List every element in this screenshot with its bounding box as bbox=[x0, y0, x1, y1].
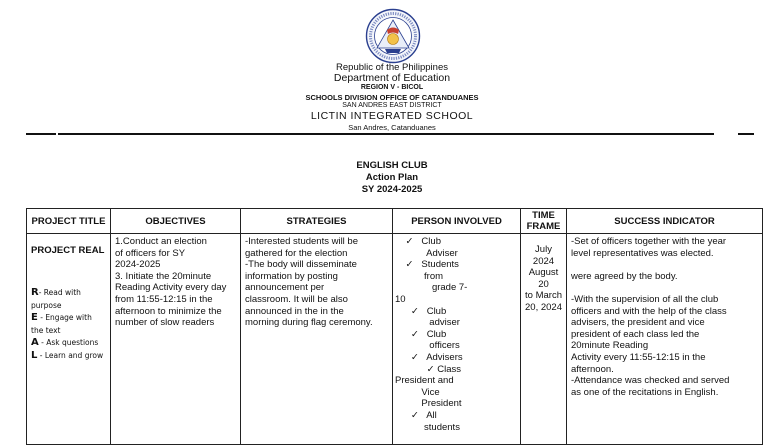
school-year: SY 2024-2025 bbox=[361, 184, 423, 195]
acronym-list bbox=[31, 287, 106, 363]
plan-title: Action Plan bbox=[365, 172, 419, 183]
header-strategies: STRATEGIES bbox=[241, 209, 393, 234]
school-name: LICTIN INTEGRATED SCHOOL bbox=[310, 110, 474, 122]
success-cell: -Set of officers together with the year level representatives was elected. were agreed by the body. -With the supervision of all the club officers and with the help of the class advisers, the president and vice president of each class led the 20minute Reading Activity every 11:55-12:15 in the afternoon. -Attendance was checked and served as one of the recitations in English. bbox=[567, 234, 763, 445]
header-rule-right bbox=[738, 133, 754, 135]
acronym-item: L - Learn and grow bbox=[31, 349, 104, 361]
header-success: SUCCESS INDICATOR bbox=[567, 209, 763, 234]
strategies-cell: -Interested students will be gathered for the election -The body will disseminate information by posting announcement per classroom. It will be also announced in the in the morning during flag ceremony. bbox=[241, 234, 393, 445]
header-rule-left bbox=[26, 133, 56, 135]
district-text: SAN ANDRES EAST DISTRICT bbox=[342, 102, 442, 109]
project-name: PROJECT REAL bbox=[31, 245, 105, 256]
header-persons: PERSON INVOLVED bbox=[393, 209, 521, 234]
header-project-title: PROJECT TITLE bbox=[27, 209, 111, 234]
header-time-frame: TIME FRAME bbox=[521, 209, 567, 234]
table-header-row bbox=[27, 209, 763, 234]
acronym-item: R- Read with purpose bbox=[31, 287, 81, 310]
division-text: SCHOOLS DIVISION OFFICE OF CATANDUANES bbox=[305, 93, 479, 102]
republic-text: Republic of the Philippines bbox=[336, 62, 448, 73]
acronym-item: E - Engage with the text bbox=[31, 312, 92, 335]
acronym-item: A - Ask questions bbox=[31, 337, 99, 349]
table-row bbox=[27, 234, 763, 445]
department-text: Department of Education bbox=[333, 72, 451, 84]
deped-seal-icon bbox=[365, 8, 421, 64]
region-text: REGION V - BICOL bbox=[360, 84, 424, 91]
persons-list: ✓ Club Adviser ✓ Students from grade 7- 10 ✓ Club adviser ✓ Club officers ✓ Advisers ✓ Class President and Vice President ✓ All students bbox=[395, 236, 468, 433]
persons-cell bbox=[393, 234, 521, 445]
header-rule bbox=[58, 133, 714, 135]
school-address: San Andres, Catanduanes bbox=[348, 123, 436, 132]
time-frame-cell: July 2024 August 20 to March 20, 2024 bbox=[521, 234, 567, 445]
project-cell bbox=[27, 234, 111, 445]
club-title: ENGLISH CLUB bbox=[356, 160, 428, 171]
objectives-cell: 1.Conduct an election of officers for SY 2024-2025 3. Initiate the 20minute Reading Activity every day from 11:55-12:15 in the afternoon to minimize the number of slow readers bbox=[111, 234, 241, 445]
action-plan-table bbox=[26, 208, 763, 445]
header-objectives: OBJECTIVES bbox=[111, 209, 241, 234]
